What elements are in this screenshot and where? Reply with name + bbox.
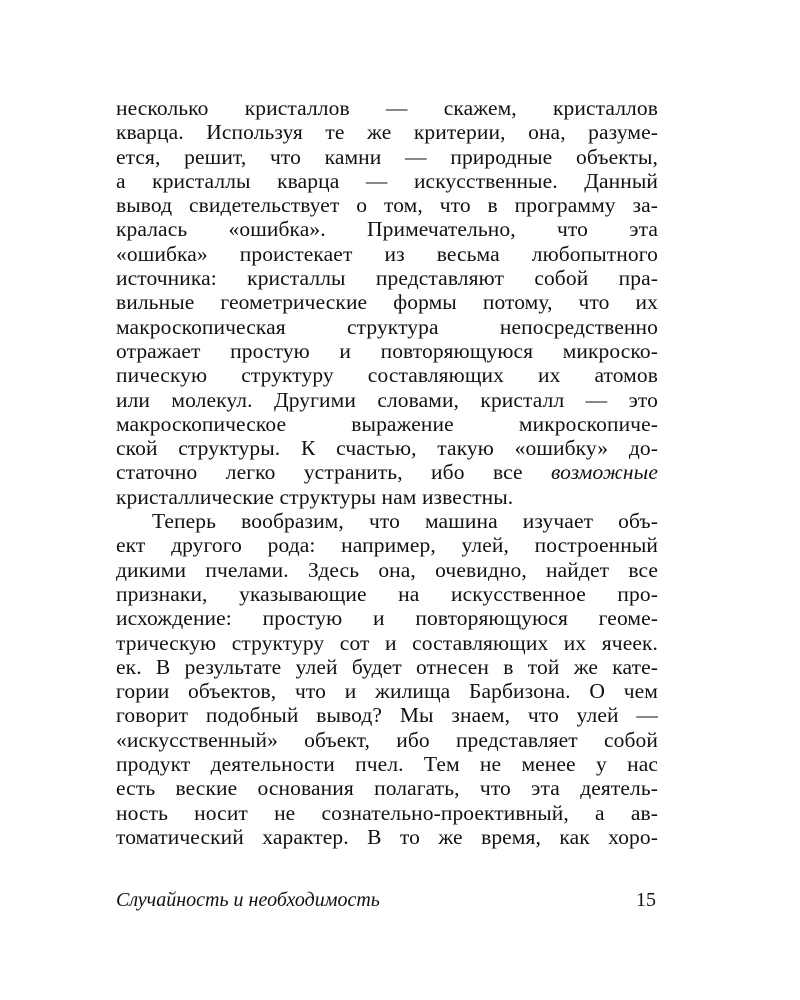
text-line: вывод свидетельствует о том, что в программу за- bbox=[116, 193, 658, 218]
text-line: макроскопическая структура непосредственно bbox=[116, 314, 658, 339]
text-line: или молекул. Другими словами, кристалл — это bbox=[116, 387, 658, 412]
text-line: «искусственный» объект, ибо представляет собой bbox=[116, 727, 658, 752]
text-line: пическую структуру составляющих их атомов bbox=[116, 363, 658, 388]
text-line: есть веские основания полагать, что эта деятель- bbox=[116, 776, 658, 801]
paragraph-1 bbox=[116, 96, 658, 509]
text-line: макроскопическое выражение микроскопиче- bbox=[116, 411, 658, 436]
text-line: кралась «ошибка». Примечательно, что эта bbox=[116, 217, 658, 242]
page-number: 15 bbox=[636, 889, 656, 911]
text-line: ек. В результате улей будет отнесен в той же катe- bbox=[116, 654, 658, 679]
text-line: несколько кристаллов — скажем, кристаллов bbox=[116, 96, 658, 120]
paragraph-2 bbox=[116, 509, 658, 849]
text-line: отражает простую и повторяющуюся микроско- bbox=[116, 338, 658, 363]
text-line: ект другого рода: например, улей, построенный bbox=[116, 533, 658, 558]
text-line: ской структуры. К счастью, такую «ошибку» до- bbox=[116, 436, 658, 461]
text-line: продукт деятельности пчел. Тем не менее у нас bbox=[116, 752, 658, 777]
text-line: вильные геометрические формы потому, что их bbox=[116, 290, 658, 315]
text-line: дикими пчелами. Здесь она, очевидно, найдет все bbox=[116, 557, 658, 582]
text-line: кристаллические структуры нам известны. bbox=[116, 484, 514, 509]
text-line: а кристаллы кварца — искусственные. Данный bbox=[116, 168, 658, 193]
page-footer bbox=[116, 886, 656, 914]
text-line: говорит подобный вывод? Мы знаем, что улей — bbox=[116, 703, 658, 728]
text-line: исхождение: простую и повторяющуюся геоме- bbox=[116, 606, 658, 631]
text-line: кварца. Используя те же критерии, она, разуме- bbox=[116, 120, 658, 145]
text-line: источника: кристаллы представляют собой пра- bbox=[116, 266, 658, 291]
text-line: трическую структуру сот и составляющих их ячеек. bbox=[116, 630, 658, 655]
emphasis-word: возможные bbox=[551, 460, 658, 485]
text-line: ность носит не сознательно-проективный, а ав- bbox=[116, 800, 658, 825]
text-line: «ошибка» проистекает из весьма любопытного bbox=[116, 241, 658, 266]
text-line: ется, решит, что камни — природные объекты, bbox=[116, 144, 658, 169]
text-line bbox=[116, 460, 658, 484]
running-title: Случайность и необходимость bbox=[116, 889, 380, 911]
text-line: гории объектов, что и жилища Барбизона. О чем bbox=[116, 679, 658, 704]
text-line: Теперь вообразим, что машина изучает объ- bbox=[152, 509, 658, 534]
text-line-start: статочно легко устранить, ибо все bbox=[116, 460, 552, 485]
page-body bbox=[116, 96, 658, 849]
text-line: томатический характер. В то же время, как хоро- bbox=[116, 824, 658, 849]
text-line: признаки, указывающие на искусственное про- bbox=[116, 581, 658, 606]
